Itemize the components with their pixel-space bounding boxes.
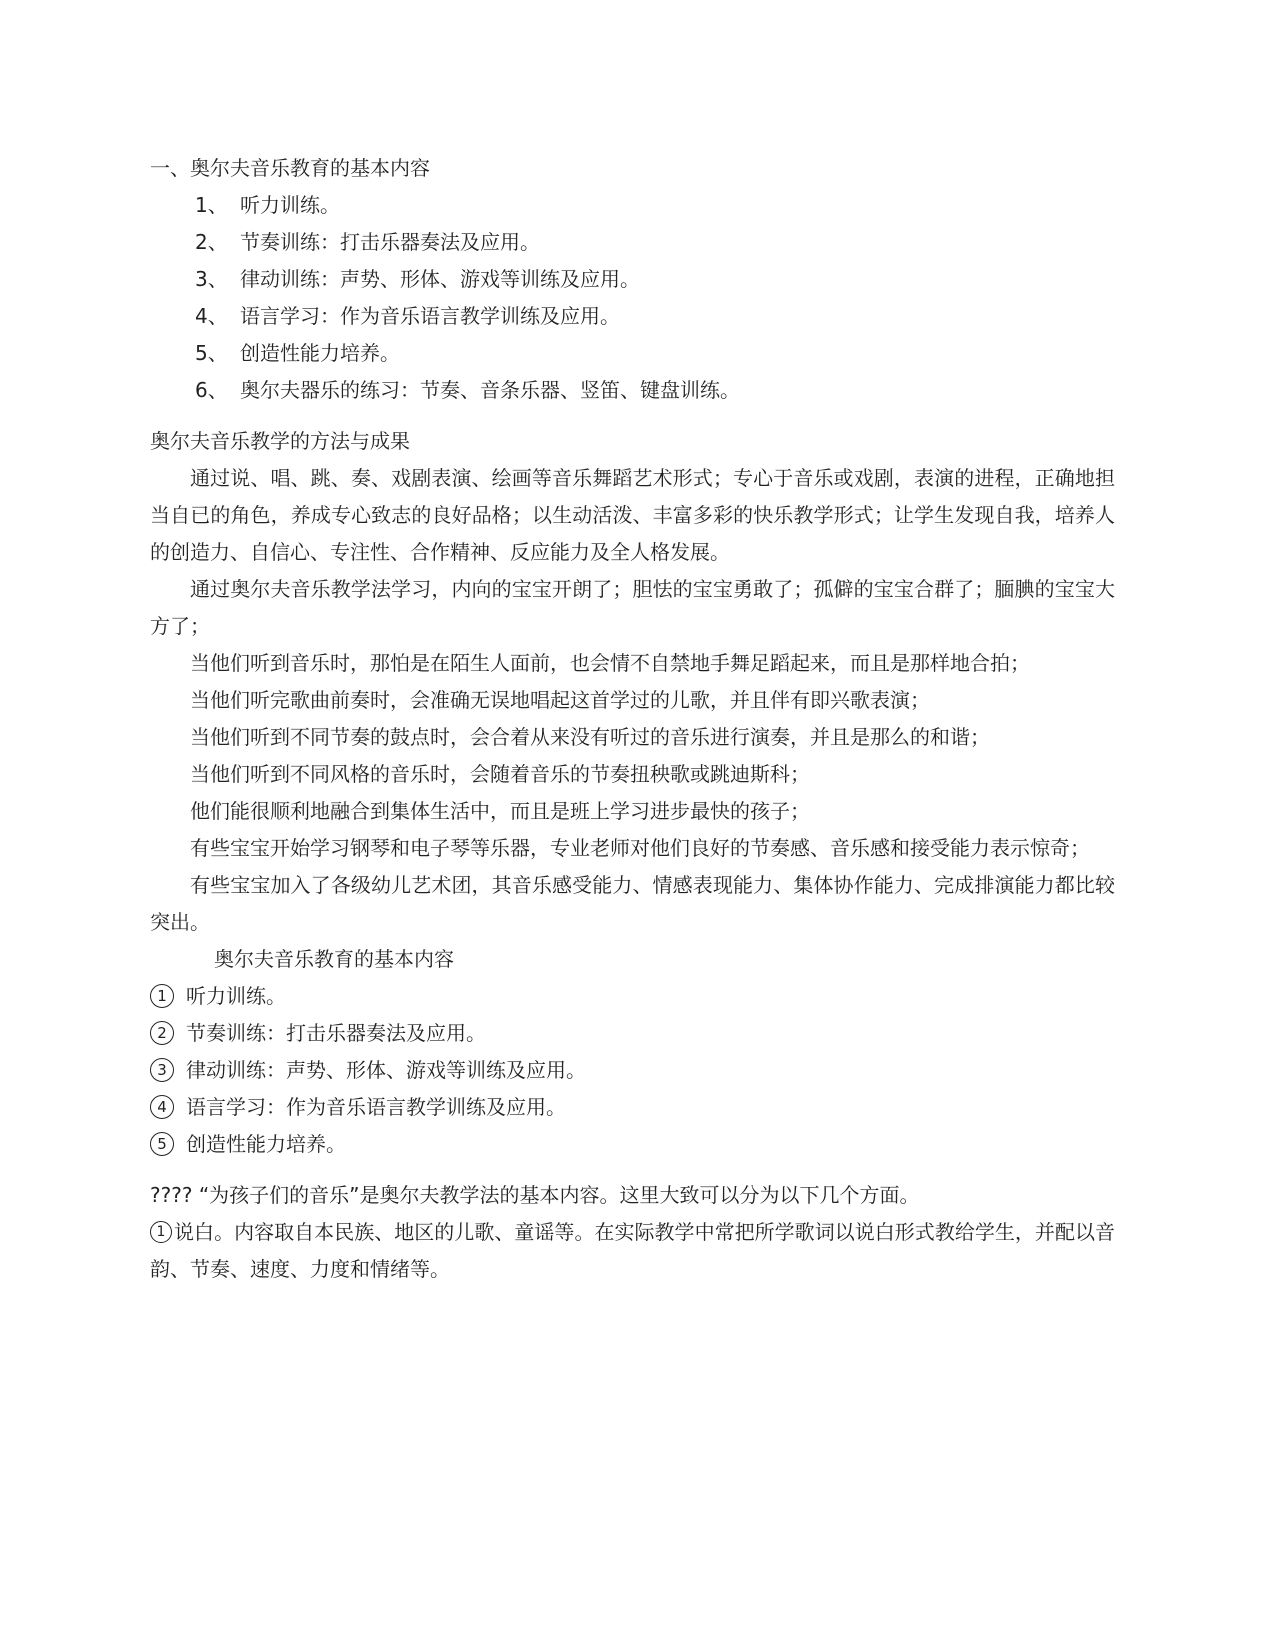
section1-list: [150, 187, 1115, 409]
item-text: 说白。内容取自本民族、地区的儿歌、童谣等。在实际教学中常把所学歌词以说白形式教给学生，并配以音韵、节奏、速度、力度和情绪等。: [150, 1220, 1115, 1281]
section2-heading: 奥尔夫音乐教学的方法与成果: [150, 429, 410, 453]
list-item: [150, 298, 1115, 335]
item-number: 6、: [195, 378, 228, 402]
item-text: 语言学习：作为音乐语言教学训练及应用。: [186, 1095, 566, 1119]
list-item: [150, 187, 1115, 224]
item-text: 节奏训练：打击乐器奏法及应用。: [240, 230, 540, 254]
item-text: 节奏训练：打击乐器奏法及应用。: [186, 1021, 486, 1045]
list-item: [150, 1015, 1115, 1052]
section4-intro: ???? “为孩子们的音乐”是奥尔夫教学法的基本内容。这里大致可以分为以下几个方面。: [150, 1183, 920, 1207]
list-item: [150, 372, 1115, 409]
list-item: [150, 978, 1115, 1015]
circled-number: 4: [150, 1095, 174, 1119]
circled-number: 3: [150, 1058, 174, 1082]
list-item: [150, 335, 1115, 372]
paragraph: 当他们听到不同风格的音乐时，会随着音乐的节奏扭秧歌或跳迪斯科；: [190, 762, 810, 786]
paragraph: 当他们听到音乐时，那怕是在陌生人面前，也会情不自禁地手舞足蹈起来，而且是那样地合拍；: [190, 651, 1030, 675]
list-item: [150, 1126, 1115, 1163]
list-item: [150, 1089, 1115, 1126]
item-text: 律动训练：声势、形体、游戏等训练及应用。: [186, 1058, 586, 1082]
item-text: 听力训练。: [240, 193, 340, 217]
paragraph: 他们能很顺利地融合到集体生活中，而且是班上学习进步最快的孩子；: [190, 799, 810, 823]
item-text: 律动训练：声势、形体、游戏等训练及应用。: [240, 267, 640, 291]
paragraph: 通过说、唱、跳、奏、戏剧表演、绘画等音乐舞蹈艺术形式；专心于音乐或戏剧，表演的进程，正确地担当自已的角色，养成专心致志的良好品格；以生动活泼、丰富多彩的快乐教学形式；让学生发现自我，培养人的创造力、自信心、专注性、合作精神、反应能力及全人格发展。: [150, 466, 1115, 564]
circled-number: 1: [150, 984, 174, 1008]
item-text: 创造性能力培养。: [186, 1132, 346, 1156]
item-text: 创造性能力培养。: [240, 341, 400, 365]
item-text: 奥尔夫器乐的练习：节奏、音条乐器、竖笛、键盘训练。: [240, 378, 740, 402]
item-number: 1、: [195, 193, 228, 217]
circled-number: 2: [150, 1021, 174, 1045]
item-number: 4、: [195, 304, 228, 328]
item-number: 3、: [195, 267, 228, 291]
list-item: [150, 1052, 1115, 1089]
section4-item: [150, 1214, 1115, 1288]
section3-list: [150, 978, 1115, 1163]
list-item: [150, 224, 1115, 261]
item-number: 5、: [195, 341, 228, 365]
item-text: 语言学习：作为音乐语言教学训练及应用。: [240, 304, 620, 328]
section3-heading: 奥尔夫音乐教育的基本内容: [214, 947, 454, 971]
document-page: [150, 150, 1115, 1288]
paragraph: 当他们听到不同节奏的鼓点时，会合着从来没有听过的音乐进行演奏，并且是那么的和谐；: [190, 725, 990, 749]
paragraph: 有些宝宝开始学习钢琴和电子琴等乐器，专业老师对他们良好的节奏感、音乐感和接受能力表示惊奇；: [190, 836, 1090, 860]
paragraph: 当他们听完歌曲前奏时，会准确无误地唱起这首学过的儿歌，并且伴有即兴歌表演；: [190, 688, 930, 712]
circled-number: 5: [150, 1132, 174, 1156]
paragraph: 有些宝宝加入了各级幼儿艺术团，其音乐感受能力、情感表现能力、集体协作能力、完成排演能力都比较突出。: [150, 873, 1115, 934]
section1-heading: 一、奥尔夫音乐教育的基本内容: [150, 156, 430, 180]
item-text: 听力训练。: [186, 984, 286, 1008]
circled-number: 1: [150, 1221, 172, 1243]
list-item: [150, 261, 1115, 298]
item-number: 2、: [195, 230, 228, 254]
paragraph: 通过奥尔夫音乐教学法学习，内向的宝宝开朗了；胆怯的宝宝勇敢了；孤僻的宝宝合群了；腼腆的宝宝大方了；: [150, 577, 1115, 638]
